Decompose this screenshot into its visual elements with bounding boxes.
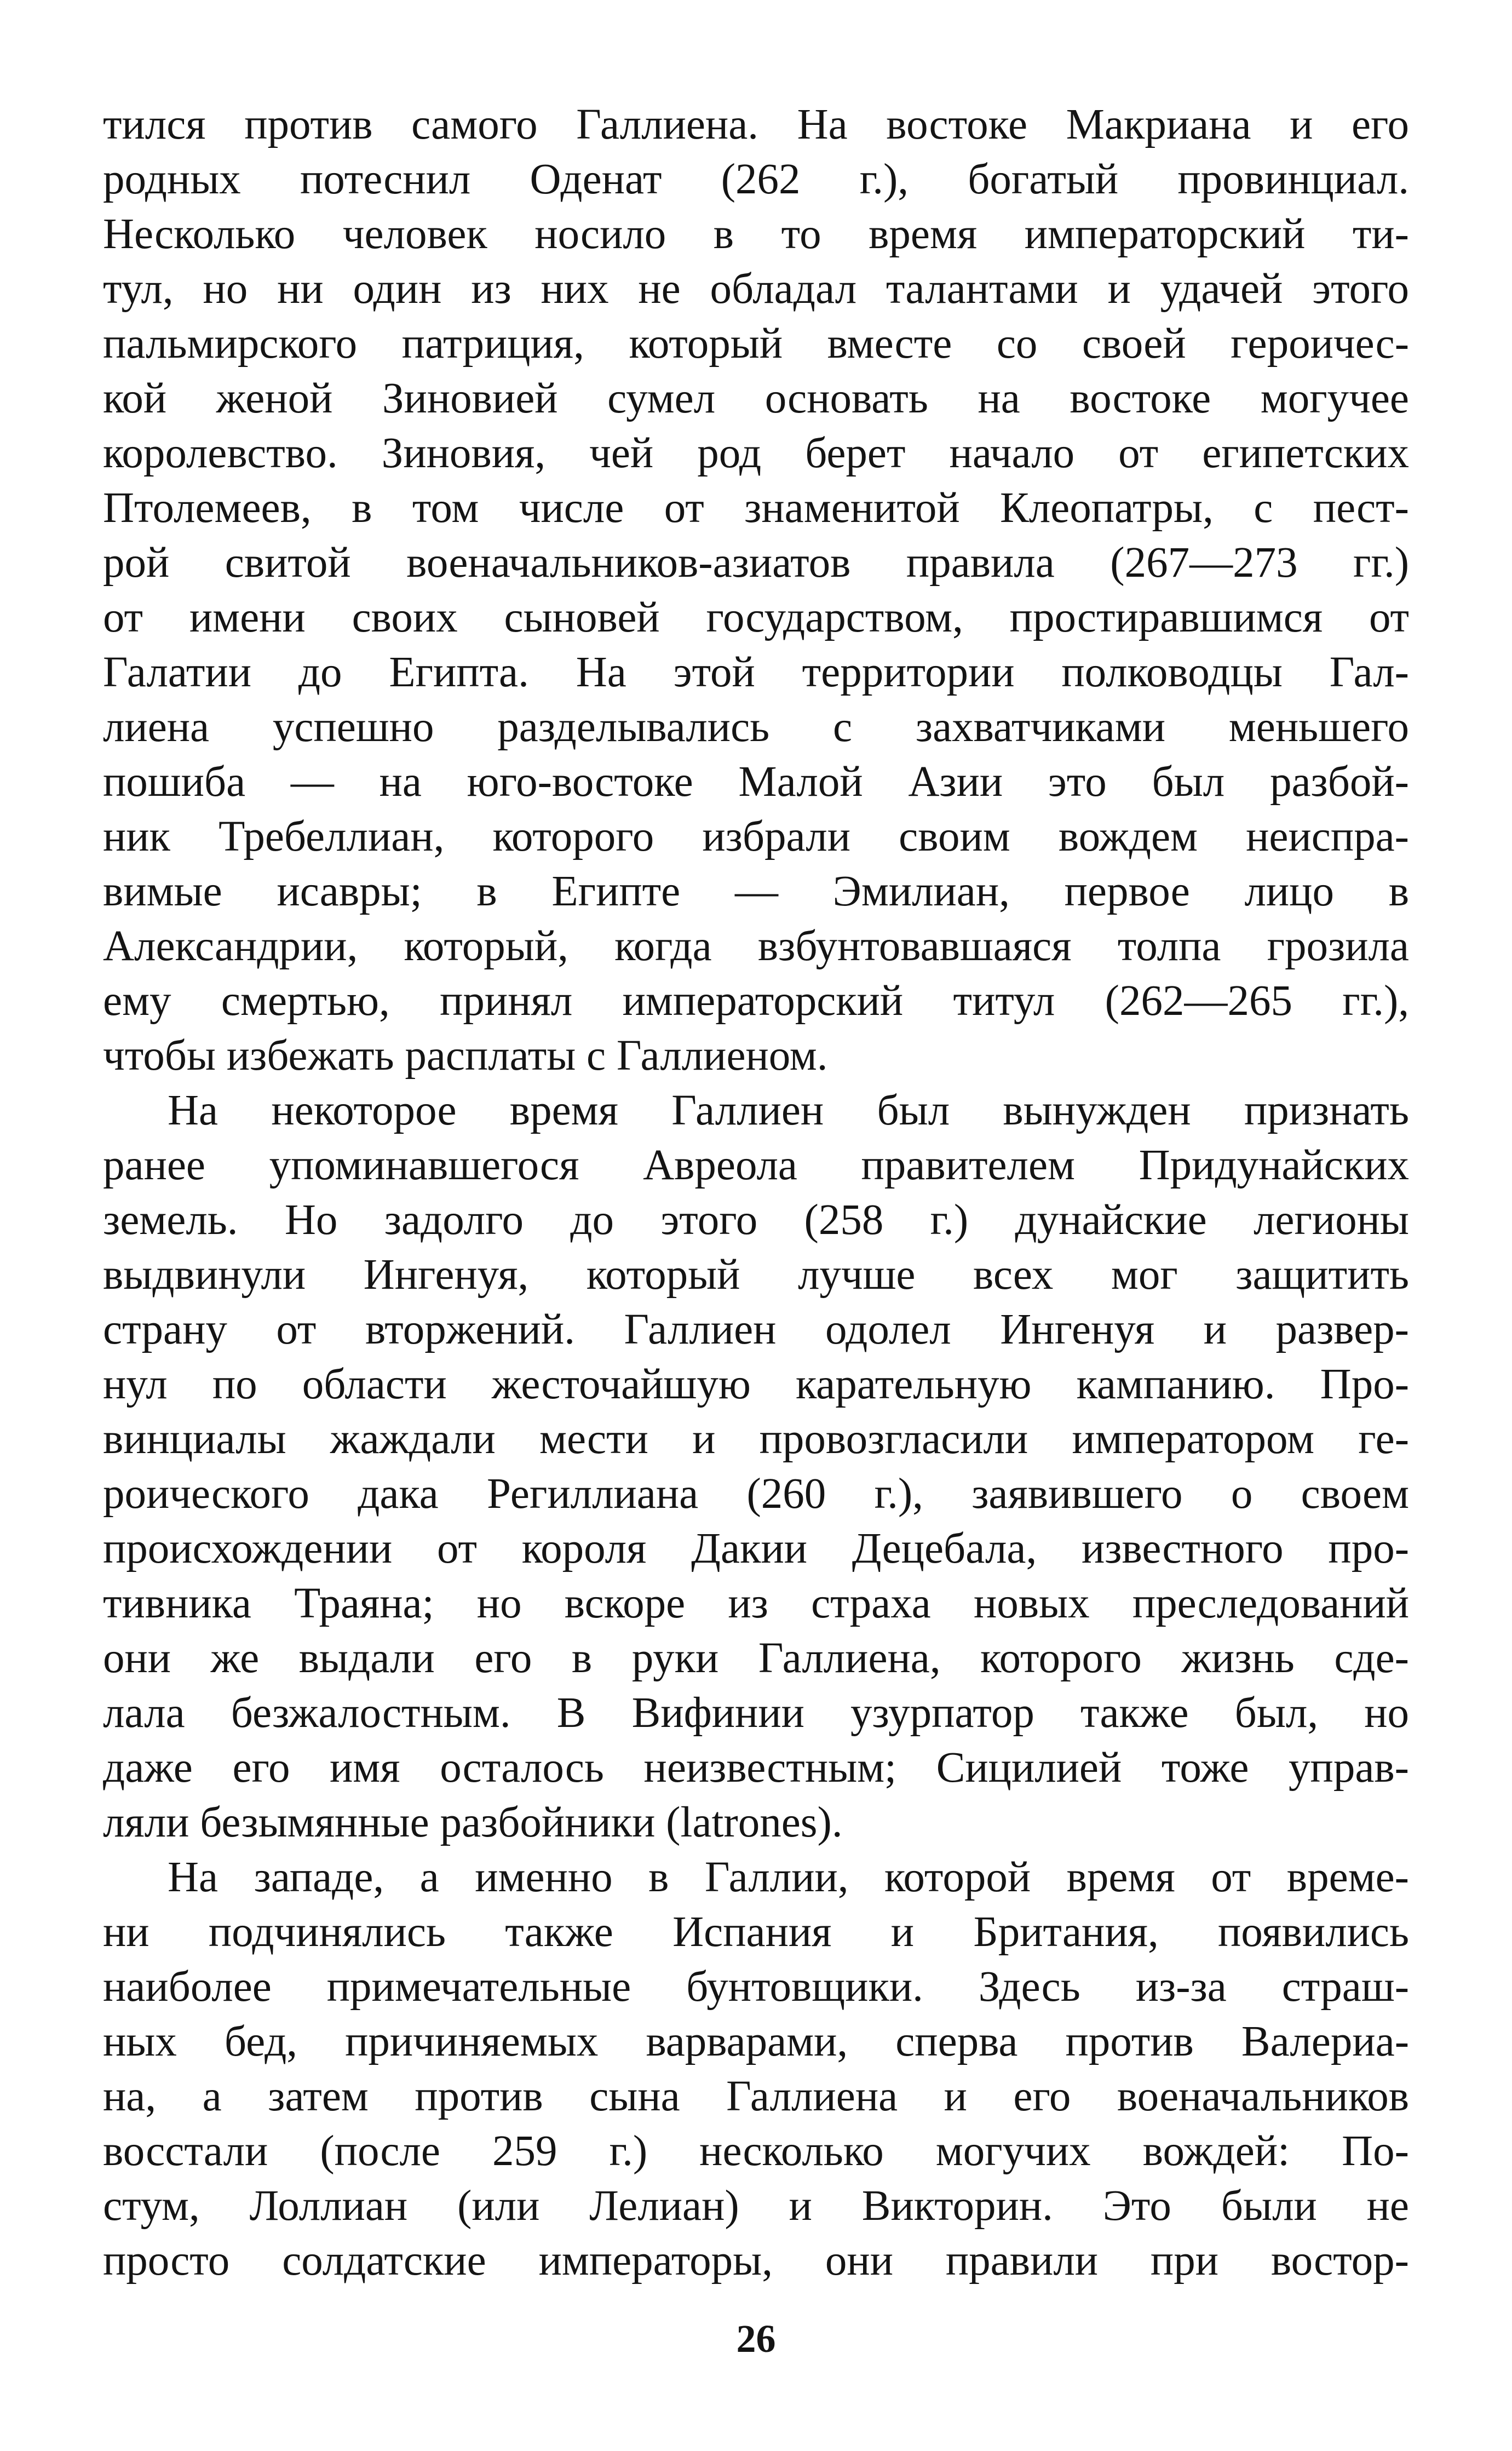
text-line: родных потеснил Оденат (262 г.), богатый провинциал. <box>103 156 1409 203</box>
text-line: ник Требеллиан, которого избрали своим вождем неиспра- <box>103 813 1409 860</box>
text-line: даже его имя осталось неизвестным; Сицилией тоже управ- <box>103 1744 1409 1792</box>
text-line: страну от вторжений. Галлиен одолел Ингенуя и развер- <box>103 1306 1409 1353</box>
text-line: лиена успешно разделывались с захватчиками меньшего <box>103 703 1409 751</box>
text-line: ему смертью, принял императорский титул (262—265 гг.), <box>103 977 1409 1025</box>
text-line: На некоторое время Галлиен был вынужден признать <box>168 1087 1409 1134</box>
text-line: чтобы избежать расплаты с Галлиеном. <box>103 1032 828 1080</box>
text-line: ных бед, причиняемых варварами, сперва против Валериа- <box>103 2018 1409 2065</box>
text-line: Птолемеев, в том числе от знаменитой Клеопатры, с пест- <box>103 484 1409 532</box>
text-line: нул по области жесточайшую карательную кампанию. Про- <box>103 1361 1409 1408</box>
text-line: Несколько человек носило в то время императорский ти- <box>103 210 1409 258</box>
text-line: пошиба — на юго-востоке Малой Азии это был разбой- <box>103 758 1409 806</box>
text-line: происхождении от короля Дакии Децебала, известного про- <box>103 1525 1409 1572</box>
text-line: выдвинули Ингенуя, который лучше всех мог защитить <box>103 1251 1409 1299</box>
text-line: наиболее примечательные бунтовщики. Здесь из-за страш- <box>103 1963 1409 2011</box>
text-line: тился против самого Галлиена. На востоке Макриана и его <box>103 101 1409 148</box>
text-line: вимые исавры; в Египте — Эмилиан, первое лицо в <box>103 868 1409 915</box>
text-line: они же выдали его в руки Галлиена, которого жизнь сде- <box>103 1634 1409 1682</box>
text-line: На западе, а именно в Галлии, которой время от време- <box>168 1853 1409 1901</box>
page-body <box>103 97 1409 2288</box>
text-line: от имени своих сыновей государством, простиравшимся от <box>103 594 1409 641</box>
text-line: королевство. Зиновия, чей род берет начало от египетских <box>103 429 1409 477</box>
text-line: ляли безымянные разбойники (latrones). <box>103 1799 843 1846</box>
text-line: Александрии, который, когда взбунтовавшаяся толпа грозила <box>103 922 1409 970</box>
page-number: 26 <box>736 2317 776 2361</box>
text-line: роического дака Региллиана (260 г.), заявившего о своем <box>103 1470 1409 1518</box>
text-line: рой свитой военачальников-азиатов правила (267—273 гг.) <box>103 539 1409 587</box>
text-line: стум, Лоллиан (или Лелиан) и Викторин. Это были не <box>103 2182 1409 2230</box>
text-line: восстали (после 259 г.) несколько могучих вождей: По- <box>103 2127 1409 2175</box>
paragraph-2 <box>103 1083 1409 1850</box>
paragraph-3 <box>103 1850 1409 2288</box>
text-line: ни подчинялись также Испания и Британия, появились <box>103 1908 1409 1956</box>
text-line: просто солдатские императоры, они правили при востор- <box>103 2237 1409 2284</box>
text-line: на, а затем против сына Галлиена и его военачальников <box>103 2073 1409 2120</box>
text-line: винциалы жаждали мести и провозгласили императором ге- <box>103 1415 1409 1463</box>
text-line: кой женой Зиновией сумел основать на востоке могучее <box>103 375 1409 422</box>
text-line: пальмирского патриция, который вместе со своей героичес- <box>103 320 1409 368</box>
text-line: ранее упоминавшегося Авреола правителем Придунайских <box>103 1141 1409 1189</box>
text-line: Галатии до Египта. На этой территории полководцы Гал- <box>103 648 1409 696</box>
text-line: тул, но ни один из них не обладал талантами и удачей этого <box>103 265 1409 313</box>
text-line: лала безжалостным. В Вифинии узурпатор также был, но <box>103 1689 1409 1737</box>
paragraph-1 <box>103 97 1409 1083</box>
text-line: тивника Траяна; но вскоре из страха новых преследований <box>103 1580 1409 1627</box>
text-line: земель. Но задолго до этого (258 г.) дунайские легионы <box>103 1196 1409 1244</box>
